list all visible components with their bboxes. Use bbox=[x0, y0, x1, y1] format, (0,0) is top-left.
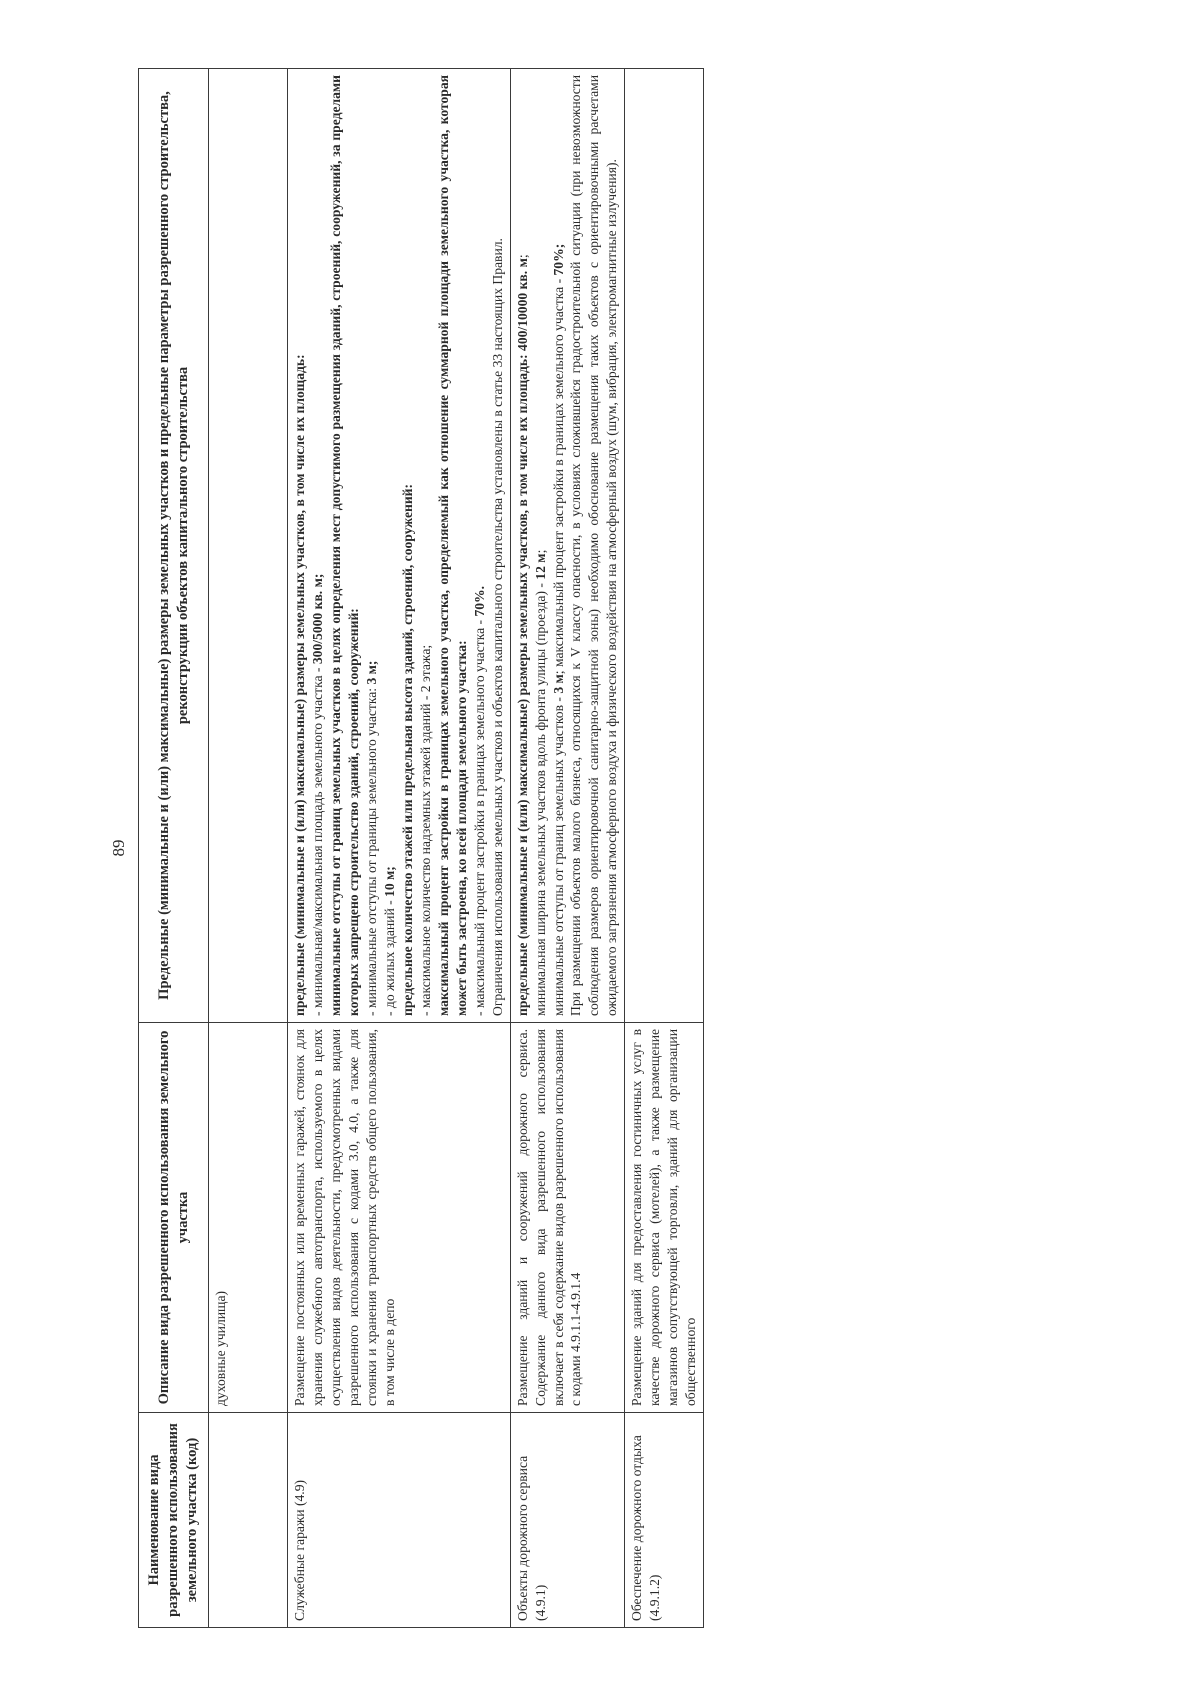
cell-description: духовные училища) bbox=[209, 1023, 288, 1413]
table-row bbox=[625, 69, 704, 1628]
param-line: минимальные отступы от границ земельных участков - 3 м; максимальный процент застройки в границах земельного участка - 70%; bbox=[550, 243, 566, 1016]
param-line: максимальный процент застройки в границах земельного участка, определяемый как отношение суммарной площади земельного участка, которая может быть застроена, ко всей площади земельного участка: bbox=[435, 75, 469, 1016]
table-row bbox=[209, 69, 288, 1628]
param-line: предельное количество этажей или предельная высота зданий, строений, сооружений: bbox=[400, 483, 415, 1016]
cell-name: Служебные гаражи (4.9) bbox=[288, 1413, 510, 1628]
header-name: Наименование вида разрешенного использования земельного участка (код) bbox=[139, 1413, 209, 1628]
zoning-table bbox=[138, 68, 704, 1628]
rotated-page bbox=[108, 68, 1068, 1628]
param-line: Ограничения использования земельных участков и объектов капитального строительства установлены в статье 33 настоящих Правил. bbox=[489, 238, 505, 1016]
cell-description: Размещение постоянных или временных гаражей, стоянок для хранения служебного автотранспорта, используемого в целях осуществления видов деятельности, предусмотренных видами разрешенного использования с кодами 3.0, 4.0, а также для стоянки и хранения транспортных средств общего пользования, в том числе в депо bbox=[288, 1023, 510, 1413]
param-line: - до жилых зданий - 10 м; bbox=[382, 866, 398, 1016]
cell-name: Объекты дорожного сервиса (4.9.1) bbox=[510, 1413, 625, 1628]
cell-params bbox=[625, 69, 704, 1023]
cell-description: Размещение зданий и сооружений дорожного сервиса. Содержание данного вида разрешенного использования включает в себя содержание видов разрешенного использования с кодами 4.9.1.1-4.9.1.4 bbox=[510, 1023, 625, 1413]
param-line: минимальная ширина земельных участков вдоль фронта улицы (проезда) - 12 м; bbox=[532, 549, 548, 1016]
param-line: предельные (минимальные и (или) максимальные) размеры земельных участков, в том числе их площадь: 400/10000 кв. м; bbox=[514, 254, 530, 1016]
cell-description: Размещение зданий для предоставления гостиничных услуг в качестве дорожного сервиса (мотелей), а также размещение магазинов сопутствующей торговли, зданий для организации общественного bbox=[625, 1023, 704, 1413]
cell-params bbox=[510, 69, 625, 1023]
param-line: предельные (минимальные и (или) максимальные) размеры земельных участков, в том числе их площадь: bbox=[292, 354, 308, 1016]
cell-params bbox=[288, 69, 510, 1023]
table-row bbox=[288, 69, 510, 1628]
cell-name: Обеспечение дорожного отдыха (4.9.1.2) bbox=[625, 1413, 704, 1628]
param-line: минимальные отступы от границ земельных участков в целях определения мест допустимого размещения зданий, строений, сооружений, за пределами которых запрещено строительство зданий, строений, сооружений: bbox=[328, 75, 362, 1016]
page-number: 89 bbox=[109, 839, 128, 857]
param-line: При размещении объектов малого бизнеса, относящихся к V классу опасности, в условиях сложившейся градостроительной ситуации (при невозможности соблюдения размеров ориентировочной санитарно-защитной зоны) необходимо обоснование размещения таких объектов с ориентировочными расчетами ожидаемого загрязнения атмосферного воздуха и физического воздействия на атмосферный воздух (шум, вибрация, электромагнитные излучения). bbox=[568, 75, 620, 1016]
param-line: - максимальный процент застройки в границах земельного участка - 70%. bbox=[471, 585, 487, 1016]
table-row bbox=[510, 69, 625, 1628]
param-line: - минимальная/максимальная площадь земельного участка - 300/5000 кв. м; bbox=[310, 573, 326, 1016]
param-line: - минимальные отступы от границы земельного участка: 3 м; bbox=[364, 660, 380, 1016]
param-line: - максимальное количество надземных этажей зданий - 2 этажа; bbox=[417, 644, 433, 1016]
header-params: Предельные (минимальные и (или) максимальные) размеры земельных участков и предельные параметры разрешенного строительства, реконструкции объектов капитального строительства bbox=[139, 69, 209, 1023]
cell-params bbox=[209, 69, 288, 1023]
table-header-row bbox=[139, 69, 209, 1628]
header-description: Описание вида разрешенного использования земельного участка bbox=[139, 1023, 209, 1413]
cell-name bbox=[209, 1413, 288, 1628]
